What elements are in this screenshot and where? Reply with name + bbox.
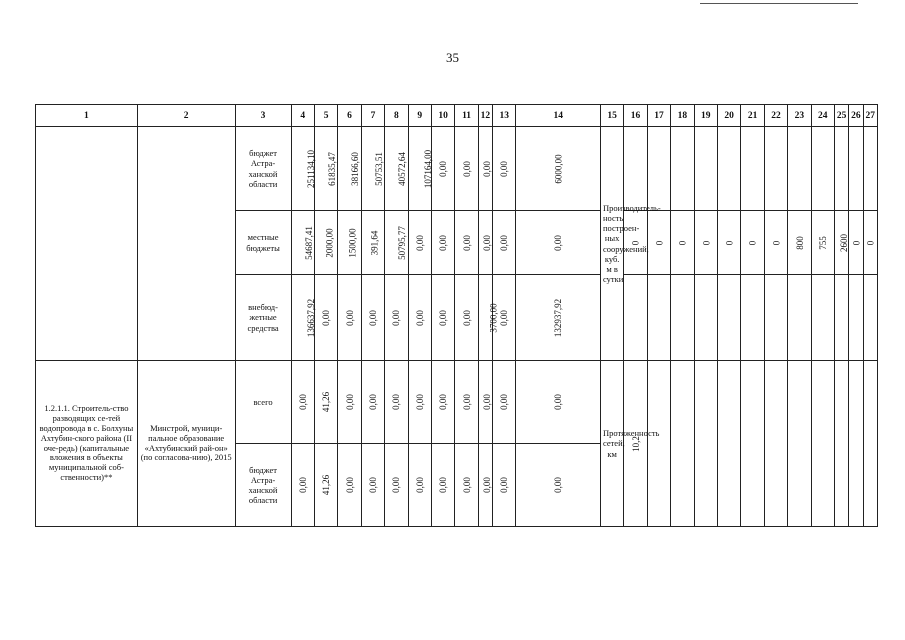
header-cell: 1 (36, 105, 138, 127)
value-cell: 0,00 (408, 361, 431, 444)
group2-name: 1.2.1.1. Строитель-ство разводящих се-тей водопровода в с. Болхуны Ахтубин-ского района (II оче-редь) (капитальные вложения в объекты муниципальной соб-ственности)** (36, 361, 138, 527)
value-cell: 0,00 (455, 127, 478, 211)
value-cell: 0,00 (493, 127, 516, 211)
target-cell (647, 275, 670, 361)
header-cell: 13 (493, 105, 516, 127)
target-cell (811, 275, 834, 361)
target-cell: 800 (788, 211, 811, 275)
header-cell: 23 (788, 105, 811, 127)
header-cell: 24 (811, 105, 834, 127)
header-cell: 7 (361, 105, 384, 127)
header-cell: 27 (863, 105, 878, 127)
group1-name-cell (36, 127, 138, 361)
funding-source: бюджет Астра-ханской области (235, 127, 291, 211)
target-cell (764, 361, 787, 527)
header-cell: 16 (624, 105, 647, 127)
header-cell: 22 (764, 105, 787, 127)
table-row (36, 361, 878, 444)
target-cell (788, 127, 811, 211)
header-cell: 3 (235, 105, 291, 127)
value-cell: 391,64 (361, 211, 384, 275)
target-cell (717, 275, 740, 361)
target-cell (741, 361, 764, 527)
header-cell: 18 (671, 105, 694, 127)
value-cell: 132937,92 (516, 275, 601, 361)
target-cell (788, 275, 811, 361)
target-cell (863, 275, 878, 361)
target-cell: 0 (624, 211, 647, 275)
value-cell: 0,00 (408, 444, 431, 527)
target-cell (863, 361, 878, 527)
header-row (36, 105, 878, 127)
funding-source: бюджет Астра-ханской области (235, 444, 291, 527)
header-cell: 19 (694, 105, 717, 127)
target-cell (811, 127, 834, 211)
value-cell: 54687,41 (291, 211, 314, 275)
target-cell (788, 361, 811, 527)
target-cell: 0 (694, 211, 717, 275)
target-cell: 0 (849, 211, 863, 275)
header-cell: 15 (600, 105, 623, 127)
table-row (36, 127, 878, 211)
value-cell: 0,00 (478, 127, 492, 211)
value-cell: 41,26 (314, 444, 337, 527)
value-cell: 0,00 (493, 444, 516, 527)
value-cell: 0,00 (455, 444, 478, 527)
value-cell: 0,00 (385, 361, 408, 444)
target-cell (741, 275, 764, 361)
value-cell: 0,00 (516, 361, 601, 444)
header-cell: 10 (431, 105, 454, 127)
header-cell: 4 (291, 105, 314, 127)
value-cell: 1500,00 (338, 211, 361, 275)
value-cell: 251134,10 (291, 127, 314, 211)
target-cell (717, 127, 740, 211)
target-cell: 2600 (835, 211, 849, 275)
target-cell (671, 361, 694, 527)
value-cell: 0,00 (478, 444, 492, 527)
value-cell: 0,00 (431, 361, 454, 444)
target-cell (849, 275, 863, 361)
value-cell: 107164,00 (408, 127, 431, 211)
header-cell: 20 (717, 105, 740, 127)
target-cell (811, 361, 834, 527)
target-cell: 0 (717, 211, 740, 275)
value-cell: 0,00 (385, 444, 408, 527)
value-cell: 0,00 (385, 275, 408, 361)
header-cell: 21 (741, 105, 764, 127)
header-cell: 25 (835, 105, 849, 127)
target-cell (835, 361, 849, 527)
funding-source: всего (235, 361, 291, 444)
value-cell: 0,00 (291, 444, 314, 527)
value-cell: 0,00 (455, 275, 478, 361)
target-cell: 0 (671, 211, 694, 275)
header-cell: 6 (338, 105, 361, 127)
value-cell: 0,00 (431, 275, 454, 361)
header-cell: 2 (137, 105, 235, 127)
header-cell: 9 (408, 105, 431, 127)
header-cell: 11 (455, 105, 478, 127)
value-cell: 0,00 (455, 211, 478, 275)
target-cell (764, 127, 787, 211)
header-cell: 14 (516, 105, 601, 127)
header-cell: 8 (385, 105, 408, 127)
value-cell: 0,00 (338, 361, 361, 444)
value-cell: 0,00 (478, 361, 492, 444)
budget-table (35, 104, 878, 527)
funding-source: местные бюджеты (235, 211, 291, 275)
value-cell: 136637,92 (291, 275, 314, 361)
value-cell: 0,00 (478, 211, 492, 275)
target-cell: 0 (647, 211, 670, 275)
top-rule (700, 3, 858, 4)
value-cell: 0,00 (361, 275, 384, 361)
target-cell (624, 127, 647, 211)
value-cell: 0,00 (361, 444, 384, 527)
target-cell: 0 (764, 211, 787, 275)
value-cell: 0,00 (408, 211, 431, 275)
target-cell (849, 361, 863, 527)
target-cell (671, 127, 694, 211)
value-cell: 40572,64 (385, 127, 408, 211)
target-cell (694, 127, 717, 211)
target-cell (835, 127, 849, 211)
value-cell: 0,00 (408, 275, 431, 361)
value-cell: 41,26 (314, 361, 337, 444)
value-cell: 38166,60 (338, 127, 361, 211)
target-cell: 755 (811, 211, 834, 275)
value-cell: 0,00 (431, 444, 454, 527)
target-cell (849, 127, 863, 211)
group2-indicator: Протяженность сетей, км (600, 361, 623, 527)
value-cell: 0,00 (493, 275, 516, 361)
value-cell: 0,00 (493, 211, 516, 275)
value-cell: 0,00 (516, 211, 601, 275)
target-cell (624, 275, 647, 361)
value-cell: 0,00 (516, 444, 601, 527)
target-cell: 0 (741, 211, 764, 275)
header-cell: 17 (647, 105, 670, 127)
value-cell: 2000,00 (314, 211, 337, 275)
value-cell: 0,00 (431, 127, 454, 211)
target-cell (741, 127, 764, 211)
value-cell: 61835,47 (314, 127, 337, 211)
target-cell (835, 275, 849, 361)
value-cell: 0,00 (361, 361, 384, 444)
value-cell: 0,00 (493, 361, 516, 444)
group2-executor: Минстрой, муници-пальное образование «Ахтубинский рай-он» (по согласова-нию), 2015 (137, 361, 235, 527)
target-cell (694, 361, 717, 527)
value-cell: 0,00 (338, 444, 361, 527)
value-cell: 3700,00 (478, 275, 492, 361)
value-cell: 0,00 (314, 275, 337, 361)
value-cell: 0,00 (431, 211, 454, 275)
target-cell (863, 127, 878, 211)
header-cell: 12 (478, 105, 492, 127)
target-cell (671, 275, 694, 361)
header-cell: 26 (849, 105, 863, 127)
group1-executor-cell (137, 127, 235, 361)
target-cell (647, 127, 670, 211)
value-cell: 50795,77 (385, 211, 408, 275)
target-cell: 10,2 (624, 361, 647, 527)
target-cell (694, 275, 717, 361)
target-cell (647, 361, 670, 527)
value-cell: 6000,00 (516, 127, 601, 211)
header-cell: 5 (314, 105, 337, 127)
target-cell (764, 275, 787, 361)
funding-source: внебюд-жетные средства (235, 275, 291, 361)
target-cell (717, 361, 740, 527)
value-cell: 0,00 (291, 361, 314, 444)
value-cell: 0,00 (338, 275, 361, 361)
value-cell: 0,00 (455, 361, 478, 444)
page-number: 35 (446, 50, 459, 65)
value-cell: 50753,51 (361, 127, 384, 211)
target-cell: 0 (863, 211, 878, 275)
group1-indicator: Производитель-ность построен-ных сооружений, куб. м в сутки (600, 127, 623, 361)
